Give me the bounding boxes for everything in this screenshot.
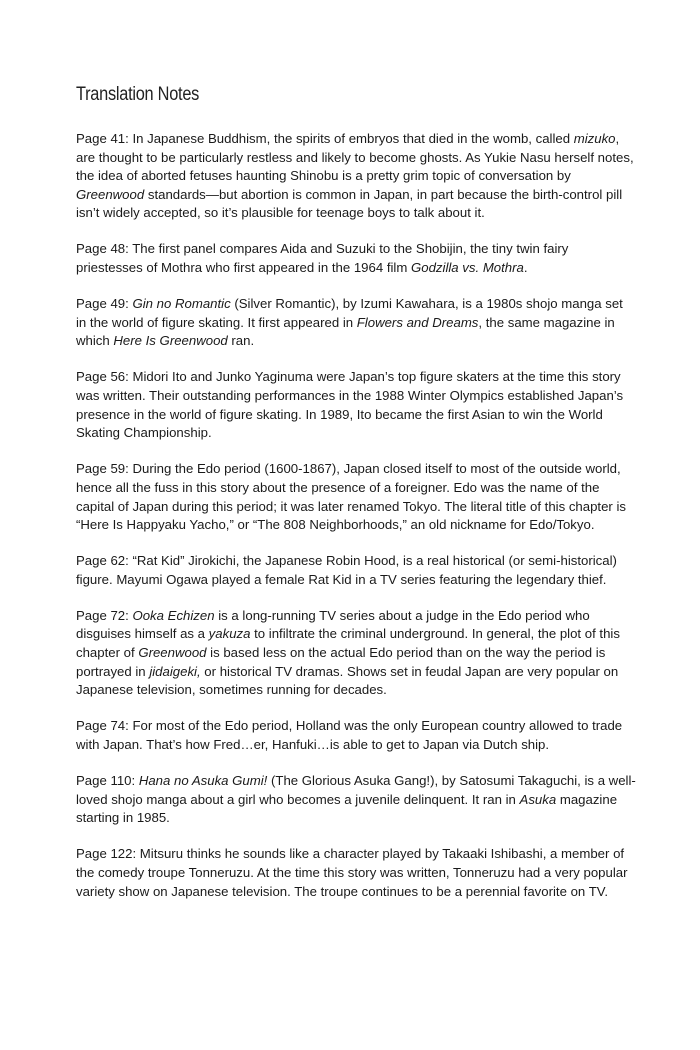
translation-note (76, 295, 636, 351)
note-text: Page 72: (76, 607, 133, 623)
note-italic-text: Asuka (519, 791, 557, 807)
translation-note (76, 130, 636, 223)
note-italic-text: mizuko (573, 131, 616, 146)
note-text: Page 49: (76, 296, 133, 312)
note-text: Page 41: In Japanese Buddhism, the spirits of embryos that died in the womb, called (76, 131, 574, 146)
note-text: ran. (227, 333, 255, 349)
translation-note (76, 845, 636, 901)
note-text: Page 56: Midori Ito and Junko Yaginuma were Japan’s top figure skaters at the time this story was written. Their outstanding performances in the 1988 Winter Olympics established Japan’s presence in the world of figure skating. In 1989, Ito became the first Asian to win the World Skating Championship. (76, 369, 624, 441)
note-text: is based less on the actual Edo period than on the way the period is portrayed in (76, 645, 606, 679)
note-italic-text: Ooka Echizen (132, 607, 215, 623)
note-italic-text: Godzilla vs. Mothra (411, 260, 524, 276)
note-text: (The Glorious Asuka Gang!), by Satosumi Takaguchi, is a well-loved shojo manga about a girl who becomes a juvenile delinquent. It ran in (76, 773, 636, 807)
translation-note (76, 772, 636, 828)
translation-note (76, 368, 636, 442)
note-italic-text: Hana no Asuka Gumi! (138, 773, 268, 789)
note-text: Page 62: “Rat Kid” Jirokichi, the Japanese Robin Hood, is a real historical (or semi-historical) figure. Mayumi Ogawa played a female Rat Kid in a TV series featuring the legendary thief. (76, 553, 617, 587)
translation-note (76, 717, 636, 754)
translation-note (76, 552, 636, 589)
note-text: Page 48: The first panel compares Aida and Suzuki to the Shobijin, the tiny twin fairy priestesses of Mothra who first appeared in the 1964 film (76, 241, 569, 276)
translation-note (76, 607, 636, 700)
note-italic-text: Flowers and Dreams (356, 314, 479, 330)
translation-note (76, 460, 636, 534)
note-italic-text: yakuza (208, 626, 251, 642)
note-text: or historical TV dramas. Shows set in feudal Japan are very popular on Japanese television, sometimes running for decades. (76, 663, 619, 698)
note-text: . (523, 260, 528, 276)
note-text: is a long-running TV series about a judge in the Edo period who disguises himself as a (76, 607, 590, 642)
note-italic-text: Greenwood (76, 186, 145, 202)
note-text: , the same magazine in which (76, 314, 615, 349)
note-text: to infiltrate the criminal underground. In general, the plot of this chapter of (76, 626, 620, 661)
notes-list (76, 130, 636, 901)
note-italic-text: jidaigeki, (149, 663, 201, 679)
note-text: Page 110: (76, 773, 139, 789)
note-italic-text: Greenwood (138, 645, 207, 661)
note-text: (Silver Romantic), by Izumi Kawahara, is a 1980s shojo manga set in the world of figure skating. It first appeared in (76, 296, 623, 330)
note-text: Page 59: During the Edo period (1600-1867), Japan closed itself to most of the outside world, hence all the fuss in this story about the presence of a foreigner. Edo was the name of the capital of Japan during this period; it was later renamed Tokyo. The literal title of this chapter is “Here Is Happyaku Yacho,” or “The 808 Neighborhoods,” an old nickname for Edo/Tokyo. (76, 461, 627, 533)
note-text: Page 74: For most of the Edo period, Holland was the only European country allowed to trade with Japan. That’s how Fred…er, Hanfuki…is able to get to Japan via Dutch ship. (76, 718, 623, 752)
note-italic-text: Gin no Romantic (132, 296, 231, 312)
translation-note (76, 240, 636, 277)
note-text: , are thought to be particularly restless and likely to become ghosts. As Yukie Nasu herself notes, the idea of aborted fetuses haunting Shinobu is a pretty grim topic of conversation by (76, 131, 634, 184)
note-text: standards—but abortion is common in Japan, in part because the birth-control pill isn’t widely accepted, so it’s plausible for teenage boys to talk about it. (76, 186, 623, 221)
note-italic-text: Here Is Greenwood (113, 333, 228, 349)
page-title: Translation Notes (76, 84, 200, 105)
note-text: Page 122: Mitsuru thinks he sounds like a character played by Takaaki Ishibashi, a member of the comedy troupe Tonneruzu. At the time this story was written, Tonneruzu had a very popular variety show on Japanese television. The troupe continues to be a perennial favorite on TV. (76, 846, 628, 899)
note-text: magazine starting in 1985. (76, 791, 618, 826)
